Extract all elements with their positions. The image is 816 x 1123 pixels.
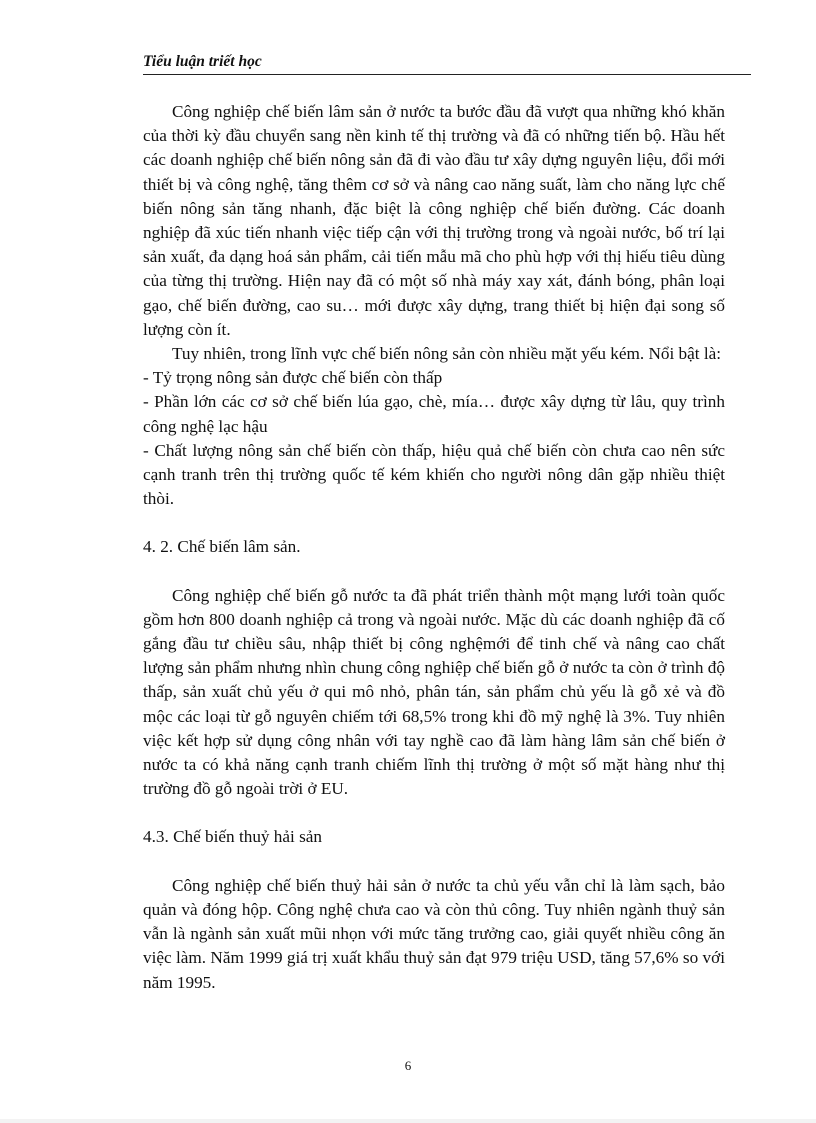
paragraph-seafood-processing: Công nghiệp chế biến thuỷ hải sản ở nước ta chủ yếu vẫn chỉ là làm sạch, bảo quản và đóng hộp. Công nghệ chưa cao và còn thủ công. Tuy nhiên ngành thuỷ sản vẫn là ngành sản xuất mũi nhọn với mức tăng trưởng cao, giải quyết nhiều công ăn việc làm. Năm 1999 giá trị xuất khẩu thuỷ sản đạt 979 triệu USD, tăng 57,6% so với năm 1995. [143,875,725,992]
paragraph-wood-processing: Công nghiệp chế biến gỗ nước ta đã phát triển thành một mạng lưới toàn quốc gồm hơn 800 doanh nghiệp cả trong và ngoài nước. Mặc dù các doanh nghiệp đã cố gắng đầu tư chiều sâu, nhập thiết bị công nghệmới để tinh chế và nâng cao chất lượng sản phẩm nhưng nhìn chung công nghiệp chế biến gỗ ở nước ta còn ở trình độ thấp, sản xuất chủ yếu ở qui mô nhỏ, phân tán, sản phẩm chủ yếu là gỗ xẻ và đồ mộc các loại từ gỗ nguyên chiếm tới 68,5% trong khi đồ mỹ nghệ là 3%. Tuy nhiên việc kết hợp sử dụng công nhân với tay nghề cao đã làm hàng lâm sản chế biến ở nước ta có khả năng cạnh tranh chiếm lĩnh thị trường ở một số mặt hàng như thị trường đồ gỗ ngoài trời ở EU. [143,585,725,799]
section-heading: 4. 2. Chế biến lâm sản. [143,537,301,557]
spacer [143,850,725,874]
bullet-item: - Chất lượng nông sản chế biến còn thấp, hiệu quả chế biến còn chưa cao nên sức cạnh tranh trên thị trường quốc tế kém khiến cho người nông dân gặp nhiều thiệt thòi. [143,440,725,509]
page-header [143,52,751,75]
bullet-item: - Tỷ trọng nông sản được chế biến còn thấp [143,368,443,388]
section-heading: 4.3. Chế biến thuỷ hải sản [143,827,323,847]
spacer [143,560,725,584]
document-body [143,100,725,995]
page-bottom-edge [0,1119,816,1123]
spacer [143,511,725,535]
bullet-item: - Phần lớn các cơ sở chế biến lúa gạo, chè, mía… được xây dựng từ lâu, quy trình công nghệ lạc hậu [143,392,725,436]
paragraph-forest-processing: Công nghiệp chế biến lâm sản ở nước ta bước đầu đã vượt qua những khó khăn của thời kỳ đầu chuyển sang nền kinh tế thị trường và đã có những tiến bộ. Hầu hết các doanh nghiệp chế biến nông sản đã đi vào đầu tư xây dựng nguyên liệu, đổi mới thiết bị và công nghệ, tăng thêm cơ sở và nâng cao năng suất, làm cho năng lực chế biến nông sản tăng nhanh, đặc biệt là công nghiệp chế biến đường. Các doanh nghiệp đã xúc tiến nhanh việc tiếp cận với thị trường trong và ngoài nước, bố trí lại sản xuất, đa dạng hoá sản phẩm, cải tiến mẫu mã cho phù hợp với thị hiếu tiêu dùng của từng thị trường. Hiện nay đã có một số nhà máy xay xát, đánh bóng, phân loại gạo, chế biến đường, cao su… mới được xây dựng, trang thiết bị hiện đại song số lượng còn ít. [143,102,725,339]
paragraph-weaknesses-intro: Tuy nhiên, trong lĩnh vực chế biến nông sản còn nhiều mặt yếu kém. Nổi bật là: [172,344,722,364]
spacer [143,801,725,825]
page-number: 6 [404,1058,412,1073]
header-title: Tiểu luận triết học [143,53,262,70]
